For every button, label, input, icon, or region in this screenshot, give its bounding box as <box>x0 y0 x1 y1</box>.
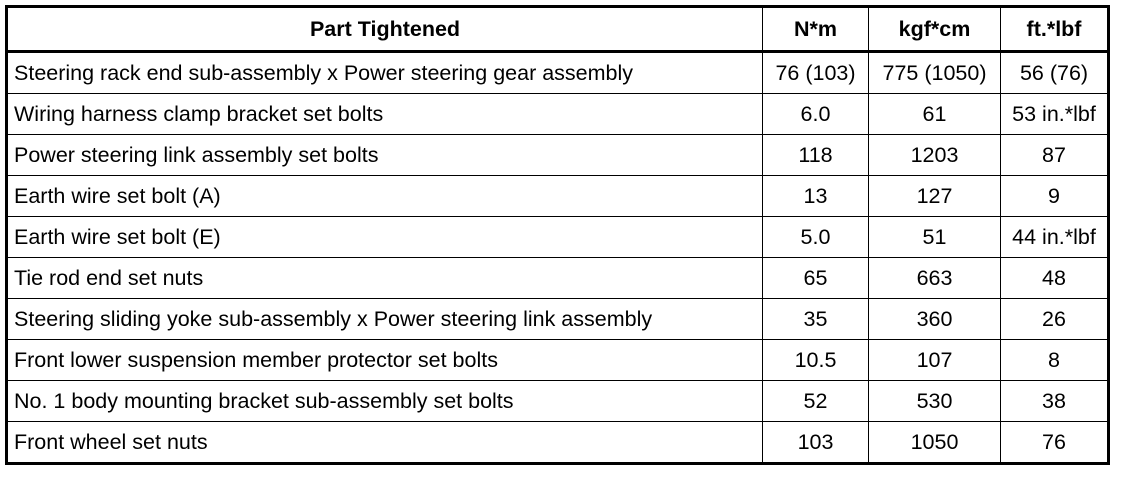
table-row <box>7 52 1109 94</box>
part-name-cell: Earth wire set bolt (E) <box>7 217 763 258</box>
column-header-kgf-cm: kgf*cm <box>869 7 1001 52</box>
nm-value-cell: 52 <box>763 381 869 422</box>
kgf-cm-value-cell: 663 <box>869 258 1001 299</box>
table-row <box>7 176 1109 217</box>
nm-value-cell: 103 <box>763 422 869 464</box>
nm-value-cell: 13 <box>763 176 869 217</box>
kgf-cm-value-cell: 1203 <box>869 135 1001 176</box>
table-row <box>7 217 1109 258</box>
kgf-cm-value-cell: 61 <box>869 94 1001 135</box>
ft-lbf-value-cell: 44 in.*lbf <box>1001 217 1109 258</box>
part-name-cell: Power steering link assembly set bolts <box>7 135 763 176</box>
ft-lbf-value-cell: 8 <box>1001 340 1109 381</box>
part-name-cell: Front lower suspension member protector set bolts <box>7 340 763 381</box>
part-name-cell: No. 1 body mounting bracket sub-assembly set bolts <box>7 381 763 422</box>
table-body <box>7 52 1109 464</box>
ft-lbf-value-cell: 9 <box>1001 176 1109 217</box>
part-name-cell: Earth wire set bolt (A) <box>7 176 763 217</box>
table-row <box>7 258 1109 299</box>
part-name-cell: Tie rod end set nuts <box>7 258 763 299</box>
part-name-cell: Wiring harness clamp bracket set bolts <box>7 94 763 135</box>
nm-value-cell: 76 (103) <box>763 52 869 94</box>
ft-lbf-value-cell: 56 (76) <box>1001 52 1109 94</box>
nm-value-cell: 35 <box>763 299 869 340</box>
part-name-cell: Steering sliding yoke sub-assembly x Power steering link assembly <box>7 299 763 340</box>
part-name-cell: Steering rack end sub-assembly x Power steering gear assembly <box>7 52 763 94</box>
header-row <box>7 7 1109 52</box>
table-row <box>7 381 1109 422</box>
part-name-cell: Front wheel set nuts <box>7 422 763 464</box>
kgf-cm-value-cell: 127 <box>869 176 1001 217</box>
nm-value-cell: 10.5 <box>763 340 869 381</box>
table-row <box>7 422 1109 464</box>
nm-value-cell: 6.0 <box>763 94 869 135</box>
kgf-cm-value-cell: 1050 <box>869 422 1001 464</box>
nm-value-cell: 65 <box>763 258 869 299</box>
table-row <box>7 135 1109 176</box>
kgf-cm-value-cell: 530 <box>869 381 1001 422</box>
ft-lbf-value-cell: 87 <box>1001 135 1109 176</box>
kgf-cm-value-cell: 107 <box>869 340 1001 381</box>
table-header <box>7 7 1109 52</box>
nm-value-cell: 118 <box>763 135 869 176</box>
ft-lbf-value-cell: 38 <box>1001 381 1109 422</box>
ft-lbf-value-cell: 76 <box>1001 422 1109 464</box>
ft-lbf-value-cell: 26 <box>1001 299 1109 340</box>
table-row <box>7 94 1109 135</box>
column-header-nm: N*m <box>763 7 869 52</box>
ft-lbf-value-cell: 53 in.*lbf <box>1001 94 1109 135</box>
ft-lbf-value-cell: 48 <box>1001 258 1109 299</box>
kgf-cm-value-cell: 360 <box>869 299 1001 340</box>
table-row <box>7 299 1109 340</box>
column-header-part-tightened: Part Tightened <box>7 7 763 52</box>
nm-value-cell: 5.0 <box>763 217 869 258</box>
kgf-cm-value-cell: 775 (1050) <box>869 52 1001 94</box>
torque-spec-table <box>5 5 1110 465</box>
kgf-cm-value-cell: 51 <box>869 217 1001 258</box>
table-row <box>7 340 1109 381</box>
column-header-ft-lbf: ft.*lbf <box>1001 7 1109 52</box>
